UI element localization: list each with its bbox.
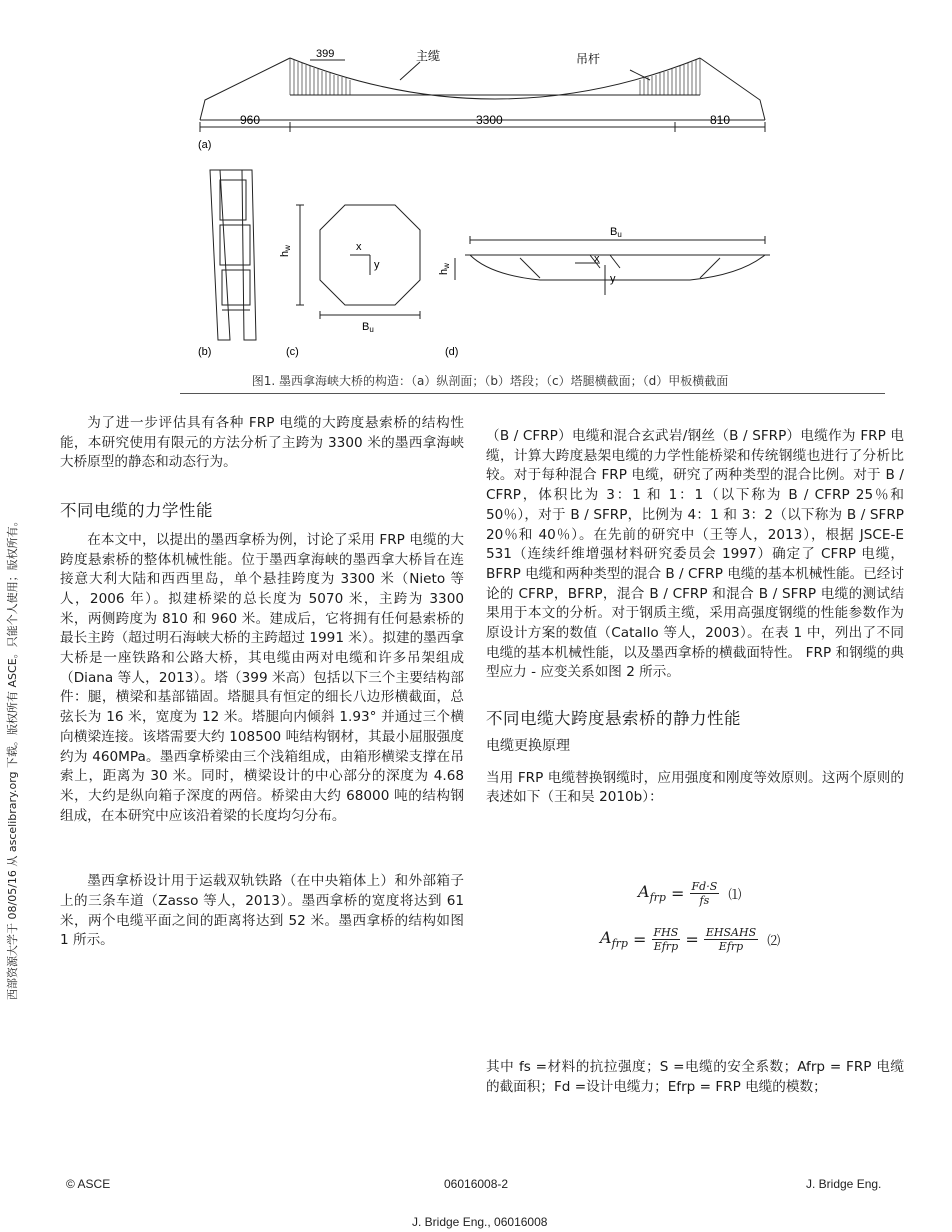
tower-section [210,170,256,340]
eq2-number: ⑵ [767,934,781,949]
footer-copyright: © ASCE [66,1177,111,1191]
span-left-label: 960 [240,113,261,127]
figure-1 [180,30,880,395]
download-notice: 西部资源大学于 08/05/16 从 ascelibrary.org 下载。版权所有 ASCE。只能个人使用；版权所有。 [6,515,19,1000]
footer-citation: J. Bridge Eng., 06016008 [412,1215,548,1229]
bu-label-c: Bu [362,321,374,334]
main-cable-label: 主缆 [416,49,441,63]
tower-height-label: 399 [316,48,335,60]
axis-y-label-c: y [374,259,380,271]
equation-1: $A_{frp}$ = $\frac{Fd\cdot S}{fs}$ ⑴ [638,880,742,907]
eq1-lhs: $A_{frp}$ [638,882,666,905]
hanger-hatching [290,58,700,95]
footer-journal: J. Bridge Eng. [806,1177,882,1191]
eq1-fraction: $\frac{Fd\cdot S}{fs}$ [691,880,718,907]
right-column-bottom [486,1058,904,1097]
panel-b-label: (b) [198,346,212,358]
hw-label-c: hw [279,245,292,257]
axis-x-label-c: x [356,241,362,253]
caption-divider [180,393,885,394]
panel-a-label: (a) [198,139,212,151]
hanger-label: 吊杆 [576,52,601,66]
eq1-number: ⑴ [728,888,742,903]
right-paragraph-3: 其中 fs =材料的抗拉强度；S =电缆的安全系数；Afrp = FRP 电缆的截面积；Fd =设计电缆力；Efrp = FRP 电缆的模数； [486,1059,904,1095]
section-heading-static: 不同电缆大跨度悬索桥的静力性能 [486,709,741,729]
eq2-fraction-1: $\frac{\text{FHS}}{\text{Efrp}}$ [653,926,679,953]
figure-caption: 图1. 墨西拿海峡大桥的构造：（a）纵剖面；（b）塔段；（c）塔腿横截面；（d）甲板横截面 [251,374,729,388]
tower-leg-cross-section [296,205,420,319]
bu-label-d: Bu [610,226,622,239]
left-paragraph-1: 为了进一步评估具有各种 FRP 电缆的大跨度悬索桥的结构性能，本研究使用有限元的方法分析了主跨为 3300 米的墨西拿海峡大桥原型的静态和动态行为。 [60,415,464,471]
panel-d-label: (d) [445,346,459,358]
footer-page-id: 06016008-2 [444,1177,509,1191]
panel-c-label: (c) [286,346,299,358]
span-main-label: 3300 [476,113,503,127]
section-heading-mechanical: 不同电缆的力学性能 [60,501,213,521]
right-paragraph-1: （B / CFRP）电缆和混合玄武岩/钢丝（B / SFRP）电缆作为 FRP 电缆，计算大跨度悬架电缆的力学性能桥梁和传统钢缆也进行了分析比较。对于每种混合 FRP 电缆，研究了两种类型的混合比例。对于 B / CFRP，体积比为 3：1 和 1：1（以下称为 B / CFRP 25％和 50％），对于 B / SFRP，比例为 4：1 和 3：2（以下称为 B / SFRP 20％和 40％）。在先前的研究中（王等人，2013），根据 JSCE-E 531（连续纤维增强材料研究委员会 1997）确定了 CFRP 电缆，BFRP 电缆和两种类型的混合 B / CFRP 电缆的基本机械性能。已经讨论的 CFRP，BFRP，混合 B / CFRP 和混合 B / SFRP 电缆的测试结果用于本文的分析。对于钢质主缆，采用高强度钢缆的性能参数作为原设计方案的数值（Catallo 等人，2003）。在表 1 中，列出了不同电缆的基本机械性能，以及墨西拿桥的横截面特性。 FRP 和钢缆的典型应力 - 应变关系如图 2 所示。 [486,428,904,681]
eq2-lhs: $A_{frp}$ [600,928,628,951]
span-right-label: 810 [710,113,731,127]
deck-cross-section [455,236,770,295]
bridge-diagram [180,30,880,370]
axis-x-label-d: x [594,253,600,265]
eq2-fraction-2: $\frac{\text{EHSAHS}}{\text{Efrp}}$ [705,926,757,953]
equation-2: $A_{frp}$ = $\frac{\text{FHS}}{\text{Efrp}}$ = $\frac{\text{EHSAHS}}{\text{Efrp}}$ ⑵ [600,926,781,953]
left-paragraph-2: 在本文中，以提出的墨西拿桥为例，讨论了采用 FRP 电缆的大跨度悬索桥的整体机械性能。位于墨西拿海峡的墨西拿大桥旨在连接意大利大陆和西西里岛，单个悬挂跨度为 3300 米（Nieto 等人，2006 年）。拟建桥梁的总长度为 5070 米，主跨为 3300 米，两侧跨度为 810 和 960 米。建成后，它将拥有任何悬索桥的最长主跨（超过明石海峡大桥的主跨超过 1991 米）。拟建的墨西拿大桥是一座铁路和公路大桥，其电缆由两对电缆和许多吊架组成（Diana 等人，2013）。塔（399 米高）包括以下三个主要结构部件：腿，横梁和基部锚固。塔腿具有恒定的细长八边形横截面，总弦长为 16 米，宽度为 12 米。塔腿向内倾斜 1.93° 并通过三个横向横梁连接。该塔需要大约 108500 吨结构钢材，其最小屈服强度约为 460MPa。墨西拿桥梁由三个浅箱组成，由箱形横梁支撑在吊索上，距离为 30 米。同时，横梁设计的中心部分的深度为 4.68 米，大约是纵向箱子深度的两倍。桥梁由大约 68000 吨的结构钢组成，在本研究中应该沿着梁的长度均匀分布。 [60,531,464,824]
subsection-heading-replacement: 电缆更换原理 [486,737,570,754]
left-paragraph-3: 墨西拿桥设计用于运载双轨铁路（在中央箱体上）和外部箱子上的三条车道（Zasso 等人，2013）。墨西拿桥的宽度将达到 61 米，两个电缆平面之间的距离将达到 52 米。墨西拿桥的结构如图 1 所示。 [60,873,464,949]
axis-y-label-d: y [610,273,616,285]
hw-label-d: hw [438,263,451,275]
right-paragraph-2: 当用 FRP 电缆替换钢缆时，应用强度和刚度等效原则。这两个原则的表述如下（王和吴 2010b）： [486,769,904,806]
